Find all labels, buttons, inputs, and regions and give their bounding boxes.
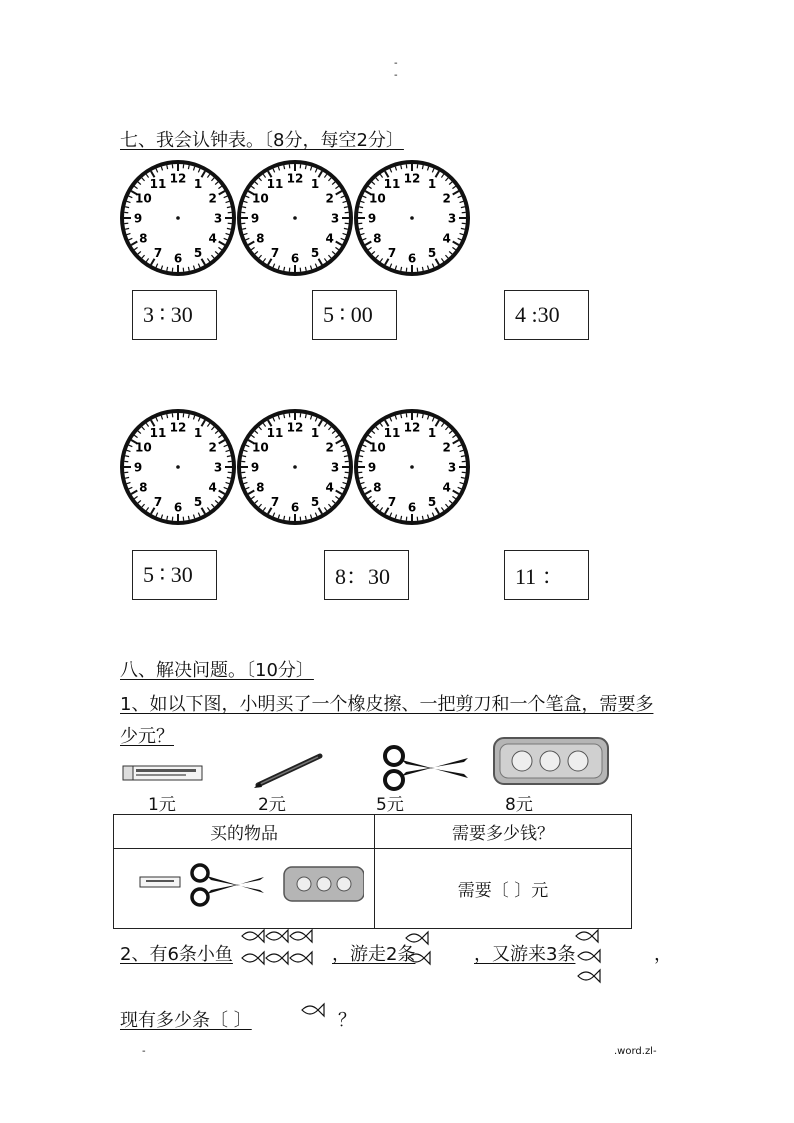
clock-tick <box>305 414 306 418</box>
clock-number: 11 <box>149 425 167 440</box>
clock-number: 1 <box>427 176 437 191</box>
clock-number: 8 <box>139 480 148 495</box>
fish-icon <box>242 930 264 942</box>
clock-tick <box>242 456 246 457</box>
clock-tick <box>284 414 285 418</box>
clock-number: 8 <box>256 480 265 495</box>
clock-tick <box>227 477 231 478</box>
clock-tick <box>344 228 348 229</box>
fish-group-three <box>574 928 604 988</box>
fish-icon <box>300 1002 328 1020</box>
clock-tick <box>242 207 246 208</box>
clock-number: 8 <box>373 480 382 495</box>
scissors-icon <box>380 744 470 792</box>
fish-group-two <box>404 930 434 970</box>
purchased-items-icons <box>124 861 364 911</box>
pencil-box-icon <box>284 867 364 901</box>
clock-face-1 <box>118 158 238 278</box>
fish-icon <box>266 930 288 942</box>
clock-tick <box>125 456 129 457</box>
fish-icon <box>290 930 312 942</box>
clock-number: 7 <box>153 246 163 261</box>
clock-number: 9 <box>367 211 377 226</box>
header-mark-bottom: - <box>394 70 398 81</box>
clock-tick <box>227 207 231 208</box>
clock-center <box>410 465 414 469</box>
clock-number: 6 <box>173 251 183 266</box>
clock-number: 5 <box>310 246 320 261</box>
clock-number: 7 <box>270 246 280 261</box>
clock-tick <box>359 228 363 229</box>
time-box-2: 5 ∶ 00 <box>312 290 397 340</box>
clock-number: 2 <box>325 191 334 206</box>
clock-tick <box>188 267 189 271</box>
clock-face-5 <box>235 407 355 527</box>
clock-tick <box>422 267 423 271</box>
clock-tick <box>167 165 168 169</box>
clock-number: 4 <box>442 480 451 495</box>
clock-number: 7 <box>387 495 397 510</box>
question-2-part-2: ，游走2条 <box>332 944 416 965</box>
clock-tick <box>284 267 285 271</box>
pencil-box-icon <box>492 736 610 786</box>
clock-number: 1 <box>193 176 203 191</box>
fish-icon <box>578 950 600 962</box>
clock-tick <box>422 516 423 520</box>
clock-tick <box>167 267 168 271</box>
clock-tick <box>125 477 129 478</box>
clock-number: 2 <box>442 440 451 455</box>
clock-number: 5 <box>310 495 320 510</box>
clock-number: 9 <box>250 211 260 226</box>
pencil-icon <box>252 752 324 790</box>
question-2-end: ？ <box>338 1010 356 1031</box>
question-2-comma: ， <box>654 944 672 965</box>
price-scissors: 5元 <box>376 795 404 815</box>
clock-number: 1 <box>310 176 320 191</box>
clock-number: 3 <box>213 211 223 226</box>
clock-number: 4 <box>442 231 451 246</box>
clock-number: 10 <box>252 191 269 206</box>
question-2-line-2: 现有多少条〔 〕 <box>120 1010 252 1031</box>
clock-tick <box>422 414 423 418</box>
time-box-6: 11 ： <box>504 550 589 600</box>
clock-number: 1 <box>193 425 203 440</box>
clock-center <box>293 216 297 220</box>
fish-icon <box>406 932 428 944</box>
clock-face-2 <box>235 158 355 278</box>
clock-number: 10 <box>135 440 152 455</box>
clock-tick <box>305 516 306 520</box>
clock-tick <box>359 477 363 478</box>
price-eraser: 1元 <box>148 795 176 815</box>
scissors-icon <box>192 865 264 905</box>
clock-tick <box>461 456 465 457</box>
clock-number: 10 <box>369 191 386 206</box>
clock-number: 9 <box>133 211 143 226</box>
section-7-title: 七、我会认钟表。〔8分，每空2分〕 <box>120 130 404 151</box>
clock-number: 3 <box>447 211 457 226</box>
clock-number: 2 <box>442 191 451 206</box>
clock-number: 5 <box>193 246 203 261</box>
header-mark-top: - <box>394 58 398 69</box>
clock-tick <box>344 207 348 208</box>
clock-number: 4 <box>325 480 334 495</box>
clock-number: 3 <box>447 460 457 475</box>
footer-right: .word.zl- <box>614 1046 657 1057</box>
clock-number: 6 <box>290 251 300 266</box>
clock-number: 10 <box>252 440 269 455</box>
clock-tick <box>344 477 348 478</box>
fish-icon <box>576 930 598 942</box>
fish-icon <box>290 952 312 964</box>
clock-tick <box>188 414 189 418</box>
clock-number: 3 <box>213 460 223 475</box>
clock-number: 6 <box>407 251 417 266</box>
table-answer-cell: 需要〔 〕元 <box>375 849 632 929</box>
clock-number: 6 <box>173 500 183 515</box>
clock-number: 4 <box>208 480 217 495</box>
clock-number: 9 <box>367 460 377 475</box>
clock-number: 8 <box>139 231 148 246</box>
clock-number: 9 <box>133 460 143 475</box>
clock-number: 6 <box>407 500 417 515</box>
clock-tick <box>167 414 168 418</box>
clock-tick <box>401 516 402 520</box>
clock-number: 10 <box>369 440 386 455</box>
clock-tick <box>188 165 189 169</box>
clock-number: 10 <box>135 191 152 206</box>
eraser-icon <box>122 764 204 782</box>
clock-number: 7 <box>387 246 397 261</box>
table-header-cost: 需要多少钱？ <box>375 815 632 849</box>
fish-icon <box>242 952 264 964</box>
clock-tick <box>422 165 423 169</box>
clock-number: 7 <box>153 495 163 510</box>
clock-face-4 <box>118 407 238 527</box>
clock-number: 6 <box>290 500 300 515</box>
clock-face-3 <box>352 158 472 278</box>
clock-tick <box>227 456 231 457</box>
clock-tick <box>461 228 465 229</box>
clock-number: 7 <box>270 495 280 510</box>
clock-center <box>176 216 180 220</box>
clock-number: 5 <box>427 246 437 261</box>
clock-number: 4 <box>325 231 334 246</box>
clock-number: 11 <box>266 425 284 440</box>
clock-number: 2 <box>325 440 334 455</box>
clock-number: 1 <box>310 425 320 440</box>
question-2-part-3: ，又游来3条 <box>474 944 576 965</box>
clock-number: 11 <box>383 425 401 440</box>
clock-number: 12 <box>286 420 304 435</box>
clock-number: 12 <box>169 420 187 435</box>
clock-number: 5 <box>193 495 203 510</box>
clock-tick <box>284 516 285 520</box>
clock-number: 2 <box>208 191 217 206</box>
price-pencil-box: 8元 <box>505 795 533 815</box>
clock-number: 11 <box>266 176 284 191</box>
time-box-1: 3 ∶ 30 <box>132 290 217 340</box>
clock-tick <box>401 414 402 418</box>
time-box-5: 8：30 <box>324 550 409 600</box>
question-2-part-1: 2、有6条小鱼 <box>120 944 233 965</box>
section-8-title: 八、解决问题。〔10分〕 <box>120 660 314 681</box>
clock-center <box>176 465 180 469</box>
clock-tick <box>188 516 189 520</box>
clock-tick <box>125 207 129 208</box>
question-1-line-1: 1、如以下图，小明买了一个橡皮擦、一把剪刀和一个笔盒，需要多 <box>120 694 654 715</box>
clock-number: 12 <box>286 171 304 186</box>
clock-tick <box>305 267 306 271</box>
table-items-cell <box>114 849 375 929</box>
clock-number: 4 <box>208 231 217 246</box>
time-box-4: 5 ∶ 30 <box>132 550 217 600</box>
clock-tick <box>461 207 465 208</box>
clock-tick <box>401 267 402 271</box>
clock-tick <box>167 516 168 520</box>
clock-tick <box>305 165 306 169</box>
price-pencil: 2元 <box>258 795 286 815</box>
clock-number: 1 <box>427 425 437 440</box>
clock-number: 3 <box>330 460 340 475</box>
footer-left: - <box>142 1046 146 1057</box>
clock-number: 8 <box>256 231 265 246</box>
clock-number: 11 <box>149 176 167 191</box>
fish-icon <box>408 952 430 964</box>
eraser-icon <box>140 877 180 887</box>
clock-tick <box>242 228 246 229</box>
clock-number: 3 <box>330 211 340 226</box>
clock-number: 11 <box>383 176 401 191</box>
clock-tick <box>125 228 129 229</box>
clock-number: 12 <box>169 171 187 186</box>
clock-center <box>293 465 297 469</box>
clock-tick <box>242 477 246 478</box>
fish-group-six <box>240 928 314 970</box>
time-box-3: 4 :30 <box>504 290 589 340</box>
fish-icon <box>266 952 288 964</box>
clock-number: 2 <box>208 440 217 455</box>
clock-tick <box>359 456 363 457</box>
clock-tick <box>227 228 231 229</box>
clock-tick <box>344 456 348 457</box>
clock-tick <box>461 477 465 478</box>
purchase-table <box>113 814 632 929</box>
fish-icon <box>578 970 600 982</box>
table-header-items: 买的物品 <box>114 815 375 849</box>
clock-center <box>410 216 414 220</box>
clock-number: 12 <box>403 420 421 435</box>
clock-number: 9 <box>250 460 260 475</box>
clock-number: 8 <box>373 231 382 246</box>
clock-tick <box>284 165 285 169</box>
question-1-line-2: 少元？ <box>120 726 174 747</box>
clock-number: 12 <box>403 171 421 186</box>
clock-number: 5 <box>427 495 437 510</box>
clock-tick <box>401 165 402 169</box>
clock-tick <box>359 207 363 208</box>
clock-face-6 <box>352 407 472 527</box>
